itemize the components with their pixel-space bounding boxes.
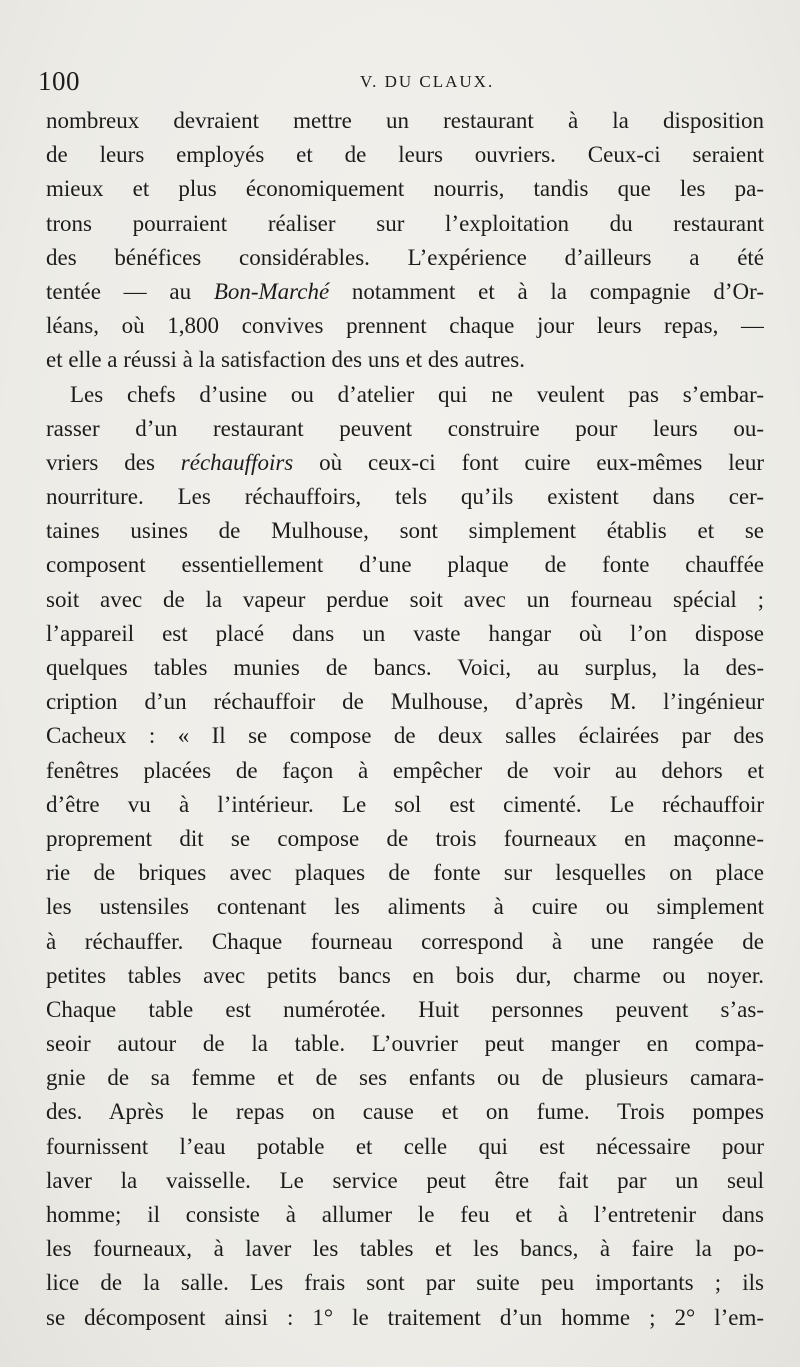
text-run: où ceux-ci font cuire eux-mêmes leur xyxy=(293,449,764,475)
text-line: nourriture. Les réchauffoirs, tels qu’ils existent dans cer- xyxy=(46,484,764,510)
text-line: petites tables avec petits bancs en bois dur, charme ou noyer. xyxy=(46,962,764,988)
text-line xyxy=(46,446,764,480)
text-line: rie de briques avec plaques de fonte sur lesquelles on place xyxy=(46,860,764,886)
text-line: laver la vaisselle. Le service peut être fait par un seul xyxy=(46,1167,764,1193)
text-line: seoir autour de la table. L’ouvrier peut manger en compa- xyxy=(46,1031,764,1057)
text-line: des. Après le repas on cause et on fume. Trois pompes xyxy=(46,1099,764,1125)
text-run: tentée — au xyxy=(46,278,214,304)
text-line: composent essentiellement d’une plaque de fonte chauffée xyxy=(46,552,764,578)
text-line: de leurs employés et de leurs ouvriers. Ceux-ci seraient xyxy=(46,142,764,168)
italic-term: réchauffoirs xyxy=(180,449,294,475)
text-line: se décomposent ainsi : 1° le traitement d’un homme ; 2° l’em- xyxy=(46,1304,764,1330)
paragraph-start-line: Les chefs d’usine ou d’atelier qui ne veulent pas s’embar- xyxy=(70,381,764,407)
page-number: 100 xyxy=(38,66,80,96)
body-text xyxy=(46,104,764,1335)
text-line: soit avec de la vapeur perdue soit avec un fourneau spécial ; xyxy=(46,586,764,612)
text-line: d’être vu à l’intérieur. Le sol est cimenté. Le réchauffoir xyxy=(46,791,764,817)
text-line: lice de la salle. Les frais sont par suite peu importants ; ils xyxy=(46,1270,764,1296)
text-line: l’appareil est placé dans un vaste hangar où l’on dispose xyxy=(46,620,764,646)
text-run: vriers des xyxy=(46,449,181,475)
text-line: des bénéfices considérables. L’expérience d’ailleurs a été xyxy=(46,244,764,270)
text-line: taines usines de Mulhouse, sont simplement établis et se xyxy=(46,518,764,544)
text-line: léans, où 1,800 convives prennent chaque jour leurs repas, — xyxy=(46,313,764,339)
text-line: nombreux devraient mettre un restaurant à la disposition xyxy=(46,108,764,133)
text-line: à réchauffer. Chaque fourneau correspond à une rangée de xyxy=(46,928,764,954)
text-line: Cacheux : « Il se compose de deux salles éclairées par des xyxy=(46,723,764,749)
text-run: notamment et à la compagnie d’Or- xyxy=(329,278,764,304)
italic-term: Bon-Marché xyxy=(213,278,330,304)
text-line: gnie de sa femme et de ses enfants ou de plusieurs camara- xyxy=(46,1065,764,1091)
page-header xyxy=(38,66,764,106)
text-line xyxy=(46,275,764,309)
text-line: fournissent l’eau potable et celle qui est nécessaire pour xyxy=(46,1133,764,1159)
text-line: Chaque table est numérotée. Huit personnes peuvent s’as- xyxy=(46,996,764,1022)
text-line: trons pourraient réaliser sur l’exploitation du restaurant xyxy=(46,210,764,236)
text-line: cription d’un réchauffoir de Mulhouse, d’après M. l’ingénieur xyxy=(46,689,764,715)
text-line: proprement dit se compose de trois fourneaux en maçonne- xyxy=(46,825,764,851)
text-line: les fourneaux, à laver les tables et les bancs, à faire la po- xyxy=(46,1236,764,1262)
text-line: quelques tables munies de bancs. Voici, au surplus, la des- xyxy=(46,655,764,680)
paragraph-end-line: et elle a réussi à la satisfaction des uns et des autres. xyxy=(46,347,526,373)
text-line: rasser d’un restaurant peuvent construire pour leurs ou- xyxy=(46,415,764,441)
text-line: les ustensiles contenant les aliments à cuire ou simplement xyxy=(46,894,764,920)
text-line: fenêtres placées de façon à empêcher de voir au dehors et xyxy=(46,757,764,783)
text-line: homme; il consiste à allumer le feu et à l’entretenir dans xyxy=(46,1202,764,1227)
text-line: mieux et plus économiquement nourris, tandis que les pa- xyxy=(46,176,764,202)
running-head: V. DU CLAUX. xyxy=(360,72,495,91)
